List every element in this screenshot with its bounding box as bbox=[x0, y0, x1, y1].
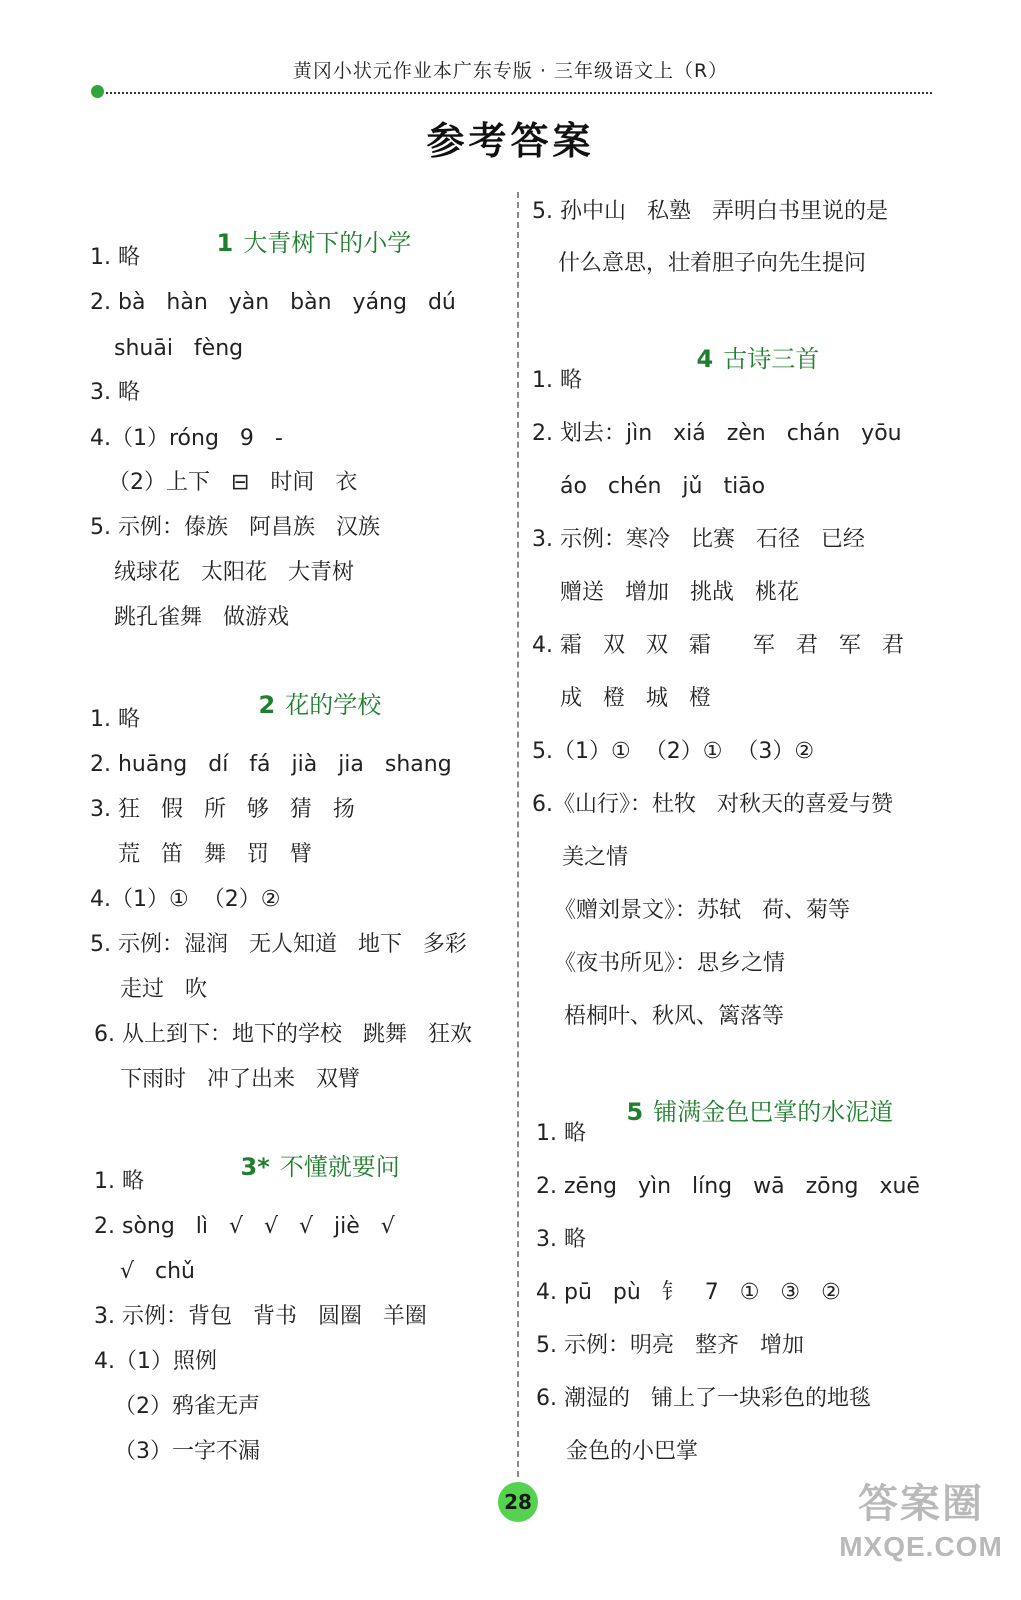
answer-line: 3. 狂 假 所 够 猜 扬 bbox=[90, 797, 355, 822]
page-number-badge: 28 bbox=[498, 1482, 538, 1522]
answer-line: 美之情 bbox=[562, 845, 629, 870]
section-title: 铺满金色巴掌的水泥道 bbox=[653, 1098, 894, 1126]
answer-line: 3. 示例：寒冷 比赛 石径 已经 bbox=[532, 527, 865, 552]
answer-line: 6. 从上到下：地下的学校 跳舞 狂欢 bbox=[94, 1022, 472, 1047]
watermark-logo bbox=[826, 1478, 1016, 1588]
watermark-top-text: 答案圈 bbox=[858, 1482, 984, 1526]
answer-line: （2）上下 ⊟ 时间 衣 bbox=[108, 470, 358, 495]
answer-line: 3. 示例：背包 背书 圆圈 羊圈 bbox=[94, 1304, 427, 1329]
answer-line: 《夜书所见》：思乡之情 bbox=[554, 951, 786, 976]
answer-line: 5. 孙中山 私塾 弄明白书里说的是 bbox=[532, 199, 888, 224]
answer-line: áo chén jǔ tiāo bbox=[560, 474, 766, 499]
answer-line: 5.（1）① （2）① （3）② bbox=[532, 739, 815, 764]
answer-line: 金色的小巴掌 bbox=[566, 1439, 699, 1464]
page-title: 参考答案 bbox=[426, 119, 595, 163]
answer-line: 4.（1）① （2）② bbox=[90, 887, 281, 912]
answer-line: 4. 霜 双 双 霜 军 君 军 君 bbox=[532, 633, 904, 658]
watermark-bottom-text: MXQE.COM bbox=[839, 1531, 1003, 1562]
section-heading-5 bbox=[596, 1067, 893, 1157]
answer-line: 1. 略 bbox=[536, 1121, 586, 1146]
section-heading-4 bbox=[666, 314, 819, 404]
section-number: 2 bbox=[258, 691, 276, 719]
answer-line: 2. 划去：jìn xiá zèn chán yōu bbox=[532, 421, 902, 446]
answer-line: 4.（1）róng 9 - bbox=[90, 426, 283, 451]
answer-line: 荒 笛 舞 罚 臂 bbox=[118, 842, 312, 867]
answer-line: 1. 略 bbox=[94, 1169, 144, 1194]
answer-line: （2）鸦雀无声 bbox=[114, 1394, 260, 1419]
answer-line: 2. zēng yìn líng wā zōng xuē bbox=[536, 1174, 920, 1199]
section-title: 花的学校 bbox=[285, 691, 382, 719]
section-number: 3* bbox=[240, 1153, 270, 1181]
section-title: 古诗三首 bbox=[723, 345, 820, 373]
answer-line: 赠送 增加 挑战 桃花 bbox=[560, 580, 799, 605]
answer-line: 2. bà hàn yàn bàn yáng dú bbox=[90, 290, 456, 315]
answer-line: 6.《山行》：杜牧 对秋天的喜爱与赞 bbox=[532, 792, 893, 817]
answer-line: 5. 示例：傣族 阿昌族 汉族 bbox=[90, 515, 380, 540]
answer-line: （3）一字不漏 bbox=[114, 1439, 260, 1464]
answer-line: 1. 略 bbox=[90, 245, 140, 270]
answer-line: 梧桐叶、秋风、篱落等 bbox=[564, 1004, 785, 1029]
section-number: 1 bbox=[216, 229, 234, 257]
answer-line: shuāi fèng bbox=[114, 336, 244, 361]
section-number: 5 bbox=[626, 1098, 644, 1126]
section-title: 大青树下的小学 bbox=[243, 229, 412, 257]
answer-line: 6. 潮湿的 铺上了一块彩色的地毯 bbox=[536, 1386, 871, 1411]
answer-line: 2. sòng lì √ √ √ jiè √ bbox=[94, 1214, 395, 1239]
section-number: 4 bbox=[696, 345, 714, 373]
answer-line: 1. 略 bbox=[90, 707, 140, 732]
answer-line: 5. 示例：明亮 整齐 增加 bbox=[536, 1333, 804, 1358]
answer-line: 走过 吹 bbox=[120, 977, 207, 1002]
answer-line: 什么意思，壮着胆子向先生提问 bbox=[558, 251, 867, 276]
section-title: 不懂就要问 bbox=[279, 1153, 400, 1181]
answer-line: 1. 略 bbox=[532, 368, 582, 393]
answer-line: 跳孔雀舞 做游戏 bbox=[114, 605, 289, 630]
answer-line: 3. 略 bbox=[536, 1227, 586, 1252]
answer-line: √ chǔ bbox=[120, 1259, 195, 1284]
answer-line: 5. 示例：湿润 无人知道 地下 多彩 bbox=[90, 932, 467, 957]
answer-line: 绒球花 太阳花 大青树 bbox=[114, 560, 354, 585]
book-header-title: 黄冈小状元作业本广东专版 · 三年级语文上（R） bbox=[292, 60, 729, 82]
answer-line: 4. pū pù 钅 7 ① ③ ② bbox=[536, 1280, 841, 1305]
answer-line: 2. huāng dí fá jià jia shang bbox=[90, 752, 452, 777]
answer-line: 《赠刘景文》：苏轼 荷、菊等 bbox=[554, 898, 850, 923]
answer-line: 4.（1）照例 bbox=[94, 1349, 217, 1374]
answer-line: 下雨时 冲了出来 双臂 bbox=[120, 1067, 360, 1092]
answer-line: 成 橙 城 橙 bbox=[560, 686, 711, 711]
answer-line: 3. 略 bbox=[90, 380, 140, 405]
